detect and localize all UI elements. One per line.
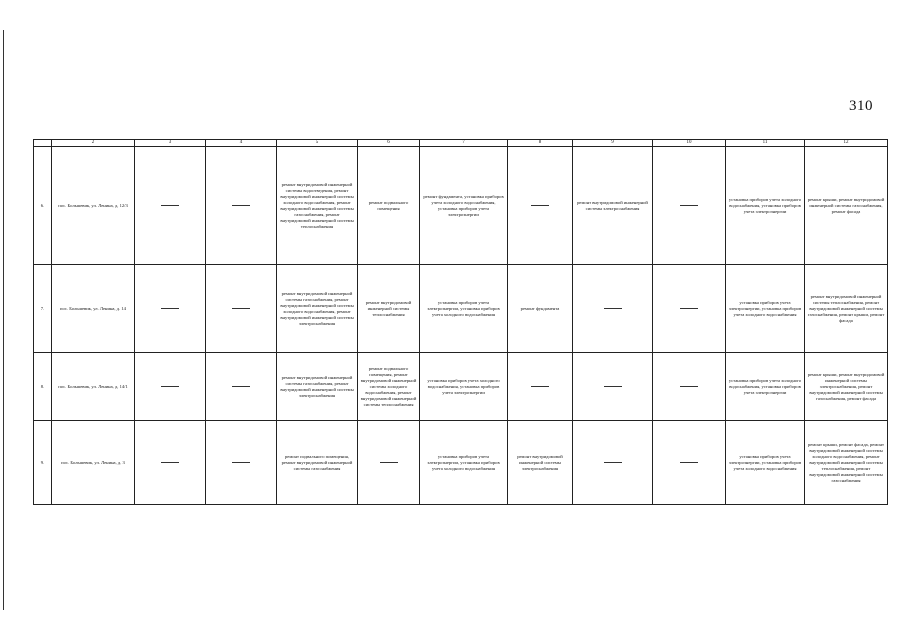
empty-cell — [135, 265, 206, 353]
dash-mark — [380, 462, 398, 463]
table-cell: ремонт подвального помещения, ремонт внутридомовой инженерной системы холодного водоснабжения, ремонт внутридомовой инженерной системы теплоснабжения — [358, 353, 420, 421]
empty-cell — [508, 147, 573, 265]
program-table — [33, 139, 888, 505]
dash-mark — [680, 462, 698, 463]
dash-mark — [161, 308, 179, 309]
empty-cell — [206, 265, 277, 353]
empty-cell — [206, 147, 277, 265]
table-row — [34, 421, 888, 505]
dash-mark — [604, 462, 622, 463]
table-cell: ремонт фундамента — [508, 265, 573, 353]
column-header: 2 — [52, 140, 135, 147]
dash-mark — [531, 386, 549, 387]
column-header — [34, 140, 52, 147]
column-header: 11 — [726, 140, 805, 147]
table-cell: установка приборов учета электроэнергии, установка приборов учета холодного водоснабжения — [726, 265, 805, 353]
column-header: 6 — [358, 140, 420, 147]
dash-mark — [232, 386, 250, 387]
column-header: 4 — [206, 140, 277, 147]
address-cell: пос. Большевик, ул. Ленина, д. 14 — [52, 265, 135, 353]
column-header: 5 — [277, 140, 358, 147]
table-cell: установка приборов учета электроэнергии, установка приборов учета холодного водоснабжения — [420, 265, 508, 353]
column-header: 8 — [508, 140, 573, 147]
column-header: 12 — [805, 140, 888, 147]
empty-cell — [653, 265, 726, 353]
table-cell: ремонт подвального помещения — [358, 147, 420, 265]
dash-mark — [531, 205, 549, 206]
row-number: 9. — [34, 421, 52, 505]
table-cell: ремонт внутридомовой инженерной системы водоотведения, ремонт внутридомовой инженерной системы холодного водоснабжения, ремонт внутридомовой инженерной системы газоснабжения, ремонт внутридомовой инженерной системы теплоснабжения — [277, 147, 358, 265]
empty-cell — [135, 147, 206, 265]
address-cell: пос. Большевик, ул. Ленина, д. 12/3 — [52, 147, 135, 265]
table-row — [34, 147, 888, 265]
table-cell: установка приборов учета холодного водоснабжения, установка приборов учета электроэнергии — [726, 147, 805, 265]
row-number: 6. — [34, 147, 52, 265]
table-cell: ремонт внутридомовой инженерной системы газоснабжения, ремонт внутридомовой инженерной системы холодного водоснабжения, ремонт внутридомовой инженерной системы электроснабжения — [277, 265, 358, 353]
row-number: 7. — [34, 265, 52, 353]
empty-cell — [653, 421, 726, 505]
table-cell: ремонт крыши, ремонт внутридомовой инженерной системы электроснабжения, ремонт внутридомовой инженерной системы газоснабжения, ремонт фасада — [805, 353, 888, 421]
column-header: 7 — [420, 140, 508, 147]
empty-cell — [573, 265, 653, 353]
dash-mark — [232, 308, 250, 309]
dash-mark — [161, 462, 179, 463]
table-cell: ремонт крыши, ремонт внутридомовой инженерной системы газоснабжения, ремонт фасада — [805, 147, 888, 265]
empty-cell — [135, 421, 206, 505]
table-cell: ремонт внутридомовой инженерной системы теплоснабжения — [358, 265, 420, 353]
table-cell: ремонт фундамента, установка приборов учета холодного водоснабжения, установка приборов учета электроэнергии — [420, 147, 508, 265]
column-number-row — [34, 140, 888, 147]
left-margin-rule — [3, 30, 4, 610]
dash-mark — [604, 386, 622, 387]
dash-mark — [680, 205, 698, 206]
dash-mark — [161, 386, 179, 387]
table-cell: ремонт внутридомовой инженерной системы электроснабжения — [573, 147, 653, 265]
table-cell: ремонт подвального помещения, ремонт внутридомовой инженерной системы газоснабжения — [277, 421, 358, 505]
empty-cell — [135, 353, 206, 421]
column-header: 9 — [573, 140, 653, 147]
dash-mark — [161, 205, 179, 206]
dash-mark — [232, 205, 250, 206]
empty-cell — [206, 421, 277, 505]
empty-cell — [573, 353, 653, 421]
dash-mark — [680, 386, 698, 387]
address-cell: пос. Большевик, ул. Ленина, д. 3 — [52, 421, 135, 505]
dash-mark — [680, 308, 698, 309]
table-cell: ремонт крыши, ремонт фасада, ремонт внутридомовой инженерной системы холодного водоснабжения, ремонт внутридомовой инженерной системы теплоснабжения, ремонт внутридомовой инженерной системы газоснабжения — [805, 421, 888, 505]
table-cell: ремонт внутридомовой инженерной системы теплоснабжения, ремонт внутридомовой инженерной системы газоснабжения, ремонт крыши, ремонт фасада — [805, 265, 888, 353]
empty-cell — [573, 421, 653, 505]
table-cell: ремонт внутридомовой инженерной системы газоснабжения, ремонт внутридомовой инженерной системы электроснабжения — [277, 353, 358, 421]
column-header: 3 — [135, 140, 206, 147]
empty-cell — [653, 147, 726, 265]
dash-mark — [232, 462, 250, 463]
empty-cell — [653, 353, 726, 421]
empty-cell — [206, 353, 277, 421]
row-number: 8. — [34, 353, 52, 421]
table-cell: установка приборов учета электроэнергии, установка приборов учета холодного водоснабжения — [726, 421, 805, 505]
table-row — [34, 353, 888, 421]
column-header: 10 — [653, 140, 726, 147]
table-cell: установка приборов учета электроэнергии, установка приборов учета холодного водоснабжения — [420, 421, 508, 505]
table-cell: ремонт внутридомовой инженерной системы электроснабжения — [508, 421, 573, 505]
table-row — [34, 265, 888, 353]
address-cell: пос. Большевик, ул. Ленина, д. 14/1 — [52, 353, 135, 421]
empty-cell — [508, 353, 573, 421]
table-cell: установка приборов учета холодного водоснабжения, установка приборов учета электроэнергии — [726, 353, 805, 421]
dash-mark — [604, 308, 622, 309]
empty-cell — [358, 421, 420, 505]
table-cell: установка приборов учета холодного водоснабжения, установка приборов учета электроэнергии — [420, 353, 508, 421]
page-number: 310 — [849, 98, 873, 114]
